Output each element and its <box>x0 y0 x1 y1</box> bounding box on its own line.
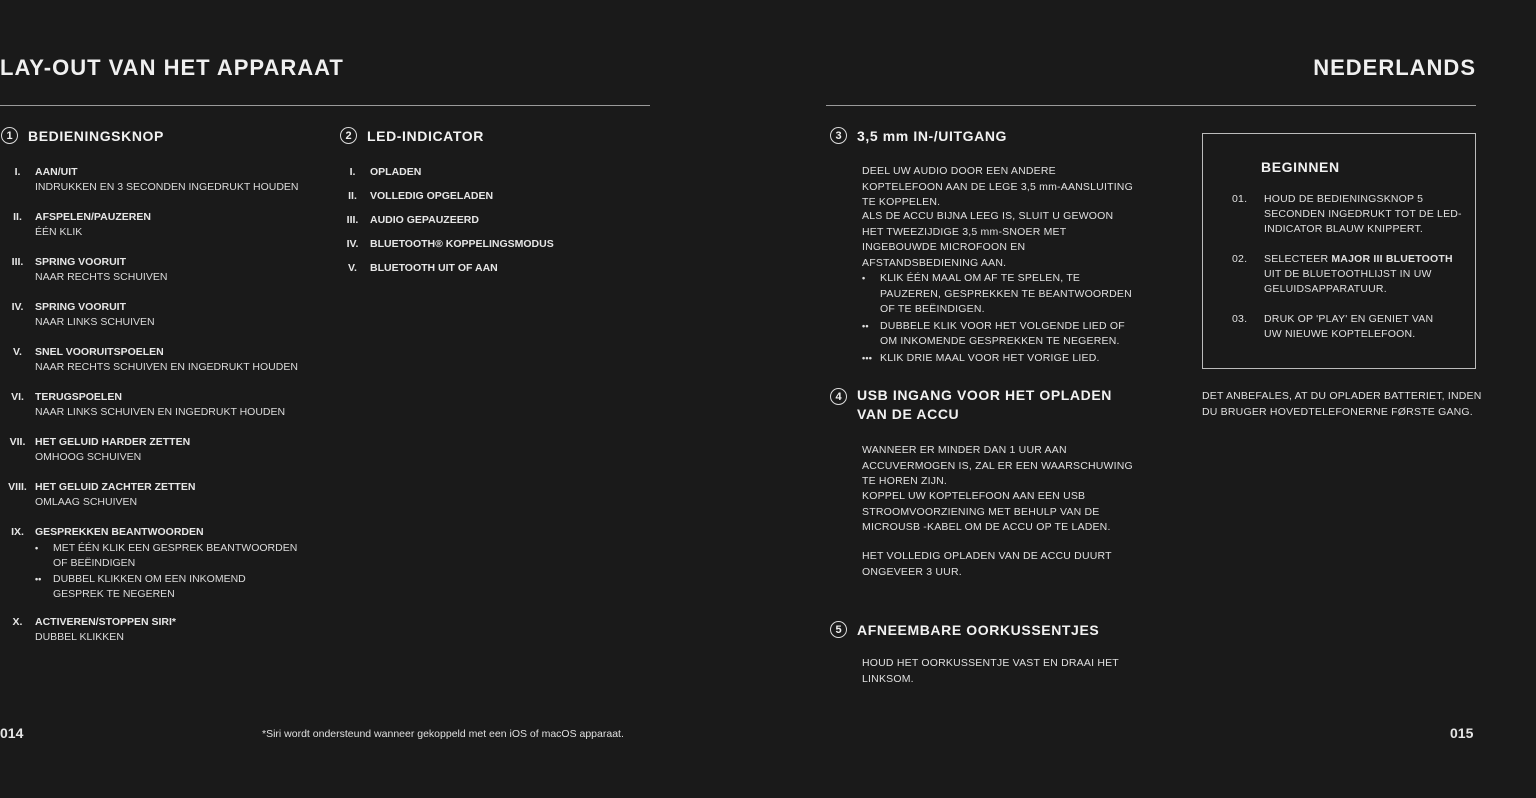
item-numeral: VII. <box>9 436 26 448</box>
control-item-3 <box>0 255 167 285</box>
item-desc: NAAR RECHTS SCHUIVEN <box>35 271 168 283</box>
item-numeral: I. <box>349 166 356 178</box>
item-numeral: IV. <box>346 238 359 250</box>
led-item-4 <box>335 237 554 252</box>
control-item-9 <box>0 525 300 602</box>
item-numeral: V. <box>348 262 357 274</box>
right-page-number: 015 <box>1450 725 1474 741</box>
step-text-bold: MAJOR III BLUETOOTH <box>1331 253 1453 265</box>
left-page-number: 014 <box>0 725 24 741</box>
item-desc: ÉÉN KLIK <box>35 226 83 238</box>
step-text-post: UIT DE BLUETOOTHLIJST IN UW GELUIDSAPPARATUUR. <box>1264 268 1432 295</box>
section-3-para-2: ALS DE ACCU BIJNA LEEG IS, SLUIT U GEWOON HET TWEEZIJDIGE 3,5 mm-SNOER MET INGEBOUWDE MICROFOON EN AFSTANDSBEDIENING AAN. <box>862 210 1114 269</box>
step-text-pre: SELECTEER <box>1264 253 1332 265</box>
led-item-1 <box>335 165 421 180</box>
item-title: AAN/UIT <box>35 166 78 178</box>
item-numeral: II. <box>348 190 357 202</box>
step-number: 03. <box>1232 313 1248 325</box>
section-3-header <box>830 127 1007 144</box>
section-3-title: 3,5 mm IN-/UITGANG <box>857 127 1008 144</box>
control-item-8 <box>0 480 195 510</box>
left-divider <box>0 105 650 106</box>
control-item-2 <box>0 210 151 240</box>
left-page-title: LAY-OUT VAN HET APPARAAT <box>0 55 344 80</box>
item-desc: INDRUKKEN EN 3 SECONDEN INGEDRUKT HOUDEN <box>35 181 299 193</box>
section-3-number: 3 <box>830 127 847 144</box>
item-numeral: III. <box>11 256 24 268</box>
item-title: OPLADEN <box>370 166 422 178</box>
danish-note: DET ANBEFALES, AT DU OPLADER BATTERIET, INDEN DU BRUGER HOVEDTELEFONERNE FØRSTE GANG. <box>1202 390 1482 418</box>
item-title: GESPREKKEN BEANTWOORDEN <box>35 526 204 538</box>
item-title: SNEL VOORUITSPOELEN <box>35 346 164 358</box>
step-number: 01. <box>1232 193 1248 205</box>
step-number: 02. <box>1232 253 1248 265</box>
bullet-item <box>35 572 300 602</box>
item-title: SPRING VOORUIT <box>35 256 127 268</box>
item-title: BLUETOOTH UIT OF AAN <box>370 262 498 274</box>
bullet-text: MET ÉÉN KLIK EEN GESPREK BEANTWOORDEN OF BEËINDIGEN <box>53 542 298 569</box>
getting-started-box <box>1202 133 1476 369</box>
bullet-item <box>862 319 1142 350</box>
step-2 <box>1232 252 1462 297</box>
item-numeral: X. <box>12 616 23 628</box>
control-item-7 <box>0 435 190 465</box>
item-title: SPRING VOORUIT <box>35 301 127 313</box>
right-page-title: NEDERLANDS <box>1313 55 1476 80</box>
bullet-mark: •• <box>862 320 869 331</box>
item-numeral: II. <box>13 211 22 223</box>
item-numeral: VI. <box>11 391 24 403</box>
item-title: TERUGSPOELEN <box>35 391 122 403</box>
step-text <box>1264 252 1462 297</box>
section-4-title <box>857 386 1112 424</box>
item-desc: NAAR LINKS SCHUIVEN <box>35 316 155 328</box>
bullet-mark: ••• <box>862 352 873 363</box>
section-5-number: 5 <box>830 621 847 638</box>
section-2-header <box>340 127 484 144</box>
item-desc: NAAR RECHTS SCHUIVEN EN INGEDRUKT HOUDEN <box>35 361 298 373</box>
section-4-para-1: WANNEER ER MINDER DAN 1 UUR AAN ACCUVERMOGEN IS, ZAL ER EEN WAARSCHUWING TE HOREN ZIJN. <box>862 444 1133 488</box>
section-4-header <box>830 386 1112 424</box>
section-1-number: 1 <box>1 127 18 144</box>
step-text: HOUD DE BEDIENINGSKNOP 5 SECONDEN INGEDRUKT TOT DE LED-INDICATOR BLAUW KNIPPERT. <box>1264 193 1462 235</box>
item-desc: OMLAAG SCHUIVEN <box>35 496 138 508</box>
led-item-5 <box>335 261 498 276</box>
item-numeral: IV. <box>11 301 24 313</box>
bullet-item <box>862 271 1142 318</box>
getting-started-title: BEGINNEN <box>1261 159 1340 175</box>
step-text: DRUK OP 'PLAY' EN GENIET VAN UW NIEUWE KOPTELEFOON. <box>1264 313 1434 340</box>
section-3-bullets <box>862 270 1142 367</box>
item-title: BLUETOOTH® KOPPELINGSMODUS <box>370 238 554 250</box>
control-item-6 <box>0 390 285 420</box>
item-title: HET GELUID HARDER ZETTEN <box>35 436 191 448</box>
bullet-text: DUBBEL KLIKKEN OM EEN INKOMEND GESPREK TE NEGEREN <box>53 573 246 600</box>
control-item-4 <box>0 300 155 330</box>
item-title: AUDIO GEPAUZEERD <box>370 214 479 226</box>
section-5-para: HOUD HET OORKUSSENTJE VAST EN DRAAI HET LINKSOM. <box>862 657 1119 685</box>
right-divider <box>826 105 1476 106</box>
section-4-title-line-2: VAN DE ACCU <box>857 406 960 422</box>
bullet-text: KLIK ÉÉN MAAL OM AF TE SPELEN, TE PAUZEREN, GESPREKKEN TE BEANTWOORDEN OF TE BEËINDIGEN. <box>880 272 1132 316</box>
item-numeral: VIII. <box>8 481 27 493</box>
bullet-mark: • <box>35 543 39 553</box>
control-item-5 <box>0 345 298 375</box>
item-desc: OMHOOG SCHUIVEN <box>35 451 142 463</box>
bullet-item <box>862 351 1142 367</box>
item-desc: DUBBEL KLIKKEN <box>35 631 124 643</box>
item-title: ACTIVEREN/STOPPEN SIRI* <box>35 616 177 628</box>
section-2-number: 2 <box>340 127 357 144</box>
bullet-text: KLIK DRIE MAAL VOOR HET VORIGE LIED. <box>880 351 1100 364</box>
section-3-para-1: DEEL UW AUDIO DOOR EEN ANDERE KOPTELEFOON AAN DE LEGE 3,5 mm-AANSLUITING TE KOPPELEN. <box>862 165 1133 209</box>
item-title: VOLLEDIG OPGELADEN <box>370 190 494 202</box>
control-item-1 <box>0 165 299 195</box>
step-1 <box>1232 192 1462 237</box>
item-numeral: IX. <box>11 526 24 538</box>
section-2-title: LED-INDICATOR <box>367 127 484 144</box>
bullet-mark: • <box>862 273 866 283</box>
section-4-para-2: KOPPEL UW KOPTELEFOON AAN EEN USB STROOMVOORZIENING MET BEHULP VAN DE MICROUSB -KABEL OM DE ACCU OP TE LADEN. <box>862 490 1111 534</box>
item-numeral: V. <box>13 346 22 358</box>
section-5-header <box>830 621 1099 638</box>
section-5-title: AFNEEMBARE OORKUSSENTJES <box>857 621 1100 638</box>
bullet-item <box>35 541 300 571</box>
section-4-para-3: HET VOLLEDIG OPLADEN VAN DE ACCU DUURT ONGEVEER 3 UUR. <box>862 550 1112 578</box>
item-title: AFSPELEN/PAUZEREN <box>35 211 151 223</box>
item-desc: NAAR LINKS SCHUIVEN EN INGEDRUKT HOUDEN <box>35 406 286 418</box>
bullet-text: DUBBELE KLIK VOOR HET VOLGENDE LIED OF OM INKOMENDE GESPREKKEN TE NEGEREN. <box>880 319 1125 348</box>
led-item-2 <box>335 189 493 204</box>
control-item-10 <box>0 615 176 645</box>
bullet-mark: •• <box>35 574 42 584</box>
item-numeral: III. <box>346 214 359 226</box>
item-numeral: I. <box>14 166 21 178</box>
item-title: HET GELUID ZACHTER ZETTEN <box>35 481 196 493</box>
led-item-3 <box>335 213 479 228</box>
section-1-header <box>1 127 164 144</box>
section-1-title: BEDIENINGSKNOP <box>28 127 164 144</box>
section-4-title-line-1: USB INGANG VOOR HET OPLADEN <box>857 387 1112 403</box>
siri-footnote: *Siri wordt ondersteund wanneer gekoppeld met een iOS of macOS apparaat. <box>262 728 624 740</box>
section-4-number: 4 <box>830 388 847 405</box>
step-3 <box>1232 312 1462 342</box>
